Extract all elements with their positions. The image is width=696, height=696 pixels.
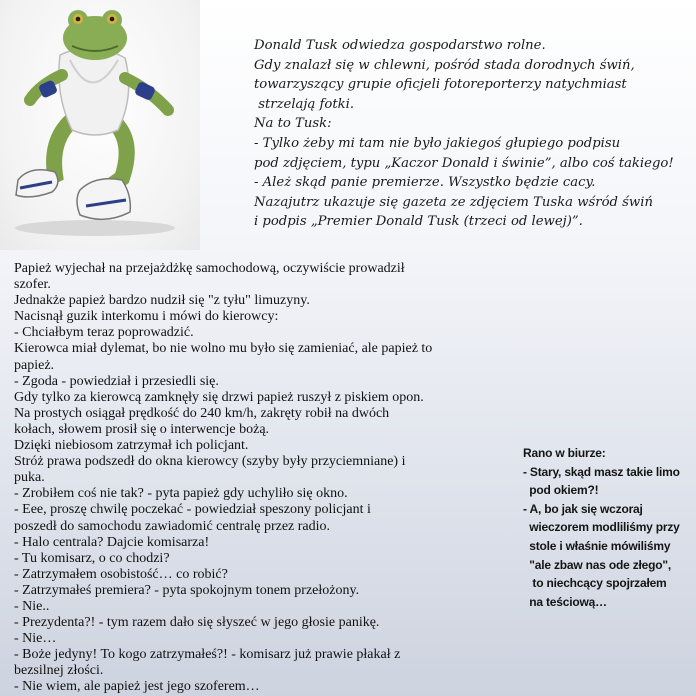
joke-line: Rano w biurze:	[523, 446, 606, 460]
joke-line: papież.	[14, 357, 55, 373]
joke-line: Stróż prawa podszedł do okna kierowcy (szyby były przyciemniane) i	[14, 454, 406, 470]
joke-line: - Zatrzymałeś premiera? - pyta spokojnym tonem przełożony.	[14, 582, 360, 598]
frog-in-sneakers-icon	[0, 0, 200, 250]
joke-line: - Tu komisarz, o co chodzi?	[14, 550, 170, 566]
joke-office	[523, 444, 693, 611]
joke-line: - Nie..	[14, 598, 50, 614]
joke-line: - Tylko żeby mi tam nie było jakiegoś głupiego podpisu	[254, 135, 621, 151]
joke-line: - Nie wiem, ale papież jest jego szoferem…	[14, 679, 260, 695]
joke-line: - Chciałbym teraz poprowadzić.	[14, 325, 194, 341]
joke-line: Papież wyjechał na przejażdżkę samochodową, oczywiście prowadził	[14, 261, 405, 276]
joke-line: Dzięki niebiosom zatrzymał ich policjant.	[14, 438, 249, 454]
joke-line: kołach, słowem prosił się o interwencje bożą.	[14, 421, 270, 437]
joke-line: pod okiem?!	[523, 483, 599, 498]
joke-line: wieczorem modliliśmy przy	[523, 520, 680, 535]
joke-line: - Zrobiłem coś nie tak? - pyta papież gdy uchyliło się okno.	[14, 486, 348, 502]
joke-line: - Stary, skąd masz takie limo	[523, 464, 680, 479]
joke-line: - Halo centrala? Dajcie komisarza!	[14, 534, 210, 550]
joke-line: - Boże jedyny! To kogo zatrzymałeś?! - komisarz już prawie płakał z	[14, 647, 401, 663]
joke-line: Gdy tylko za kierowcą zamknęły się drzwi papież ruszył z piskiem opon.	[14, 389, 424, 405]
joke-line: Jednakże papież bardzo nudził się "z tyłu" limuzyny.	[14, 293, 310, 309]
joke-line: Donald Tusk odwiedza gospodarstwo rolne.	[254, 38, 546, 53]
joke-line: Kierowca miał dylemat, bo nie wolno mu było się zamieniać, ale papież to	[14, 341, 433, 357]
joke-line: poszedł do samochodu zawiadomić centralę przez radio.	[14, 518, 331, 534]
frog-illustration	[0, 0, 200, 250]
joke-line: szofer.	[14, 277, 51, 293]
joke-line: towarzyszący grupie oficjeli fotoreporterzy natychmiast	[254, 77, 627, 93]
joke-line: Na prostych osiągał prędkość do 240 km/h, zakręty robił na dwóch	[14, 405, 390, 421]
joke-line: pod zdjęciem, typu „Kaczor Donald i świnie”, albo coś takiego!	[254, 155, 674, 171]
joke-line: stole i właśnie mówiliśmy	[523, 538, 671, 553]
joke-line: Na to Tusk:	[254, 116, 332, 132]
joke-tusk	[254, 36, 674, 232]
joke-line: - Zgoda - powiedział i przesiedli się.	[14, 373, 219, 389]
joke-line: - Prezydenta?! - tym razem dało się słyszeć w jego głosie panikę.	[14, 615, 380, 631]
joke-line: to niechcący spojrzałem	[523, 576, 667, 591]
joke-line: bezsilnej złości.	[14, 663, 104, 679]
joke-line: Nazajutrz ukazuje się gazeta ze zdjęciem Tuska wśród świń	[254, 194, 653, 210]
joke-line: - A, bo jak się wczoraj	[523, 501, 643, 516]
joke-line: "ale zbaw nas ode złego",	[523, 557, 672, 572]
joke-pope	[14, 261, 494, 696]
joke-line: na teściową…	[523, 594, 607, 609]
joke-line: i podpis „Premier Donald Tusk (trzeci od lewej)”.	[254, 214, 583, 230]
joke-line: - Ależ skąd panie premierze. Wszystko będzie cacy.	[254, 175, 596, 191]
joke-line: - Zatrzymałem osobistość… co robić?	[14, 566, 228, 582]
joke-line: strzelają fotki.	[254, 96, 355, 112]
joke-line: - Eee, proszę chwilę poczekać - powiedział speszony policjant i	[14, 502, 371, 518]
joke-line: - Nie…	[14, 631, 57, 647]
joke-line: puka.	[14, 470, 45, 486]
joke-line: Gdy znalazł się w chlewni, pośród stada dorodnych świń,	[254, 57, 635, 73]
joke-line: Nacisnął guzik interkomu i mówi do kierowcy:	[14, 309, 279, 325]
